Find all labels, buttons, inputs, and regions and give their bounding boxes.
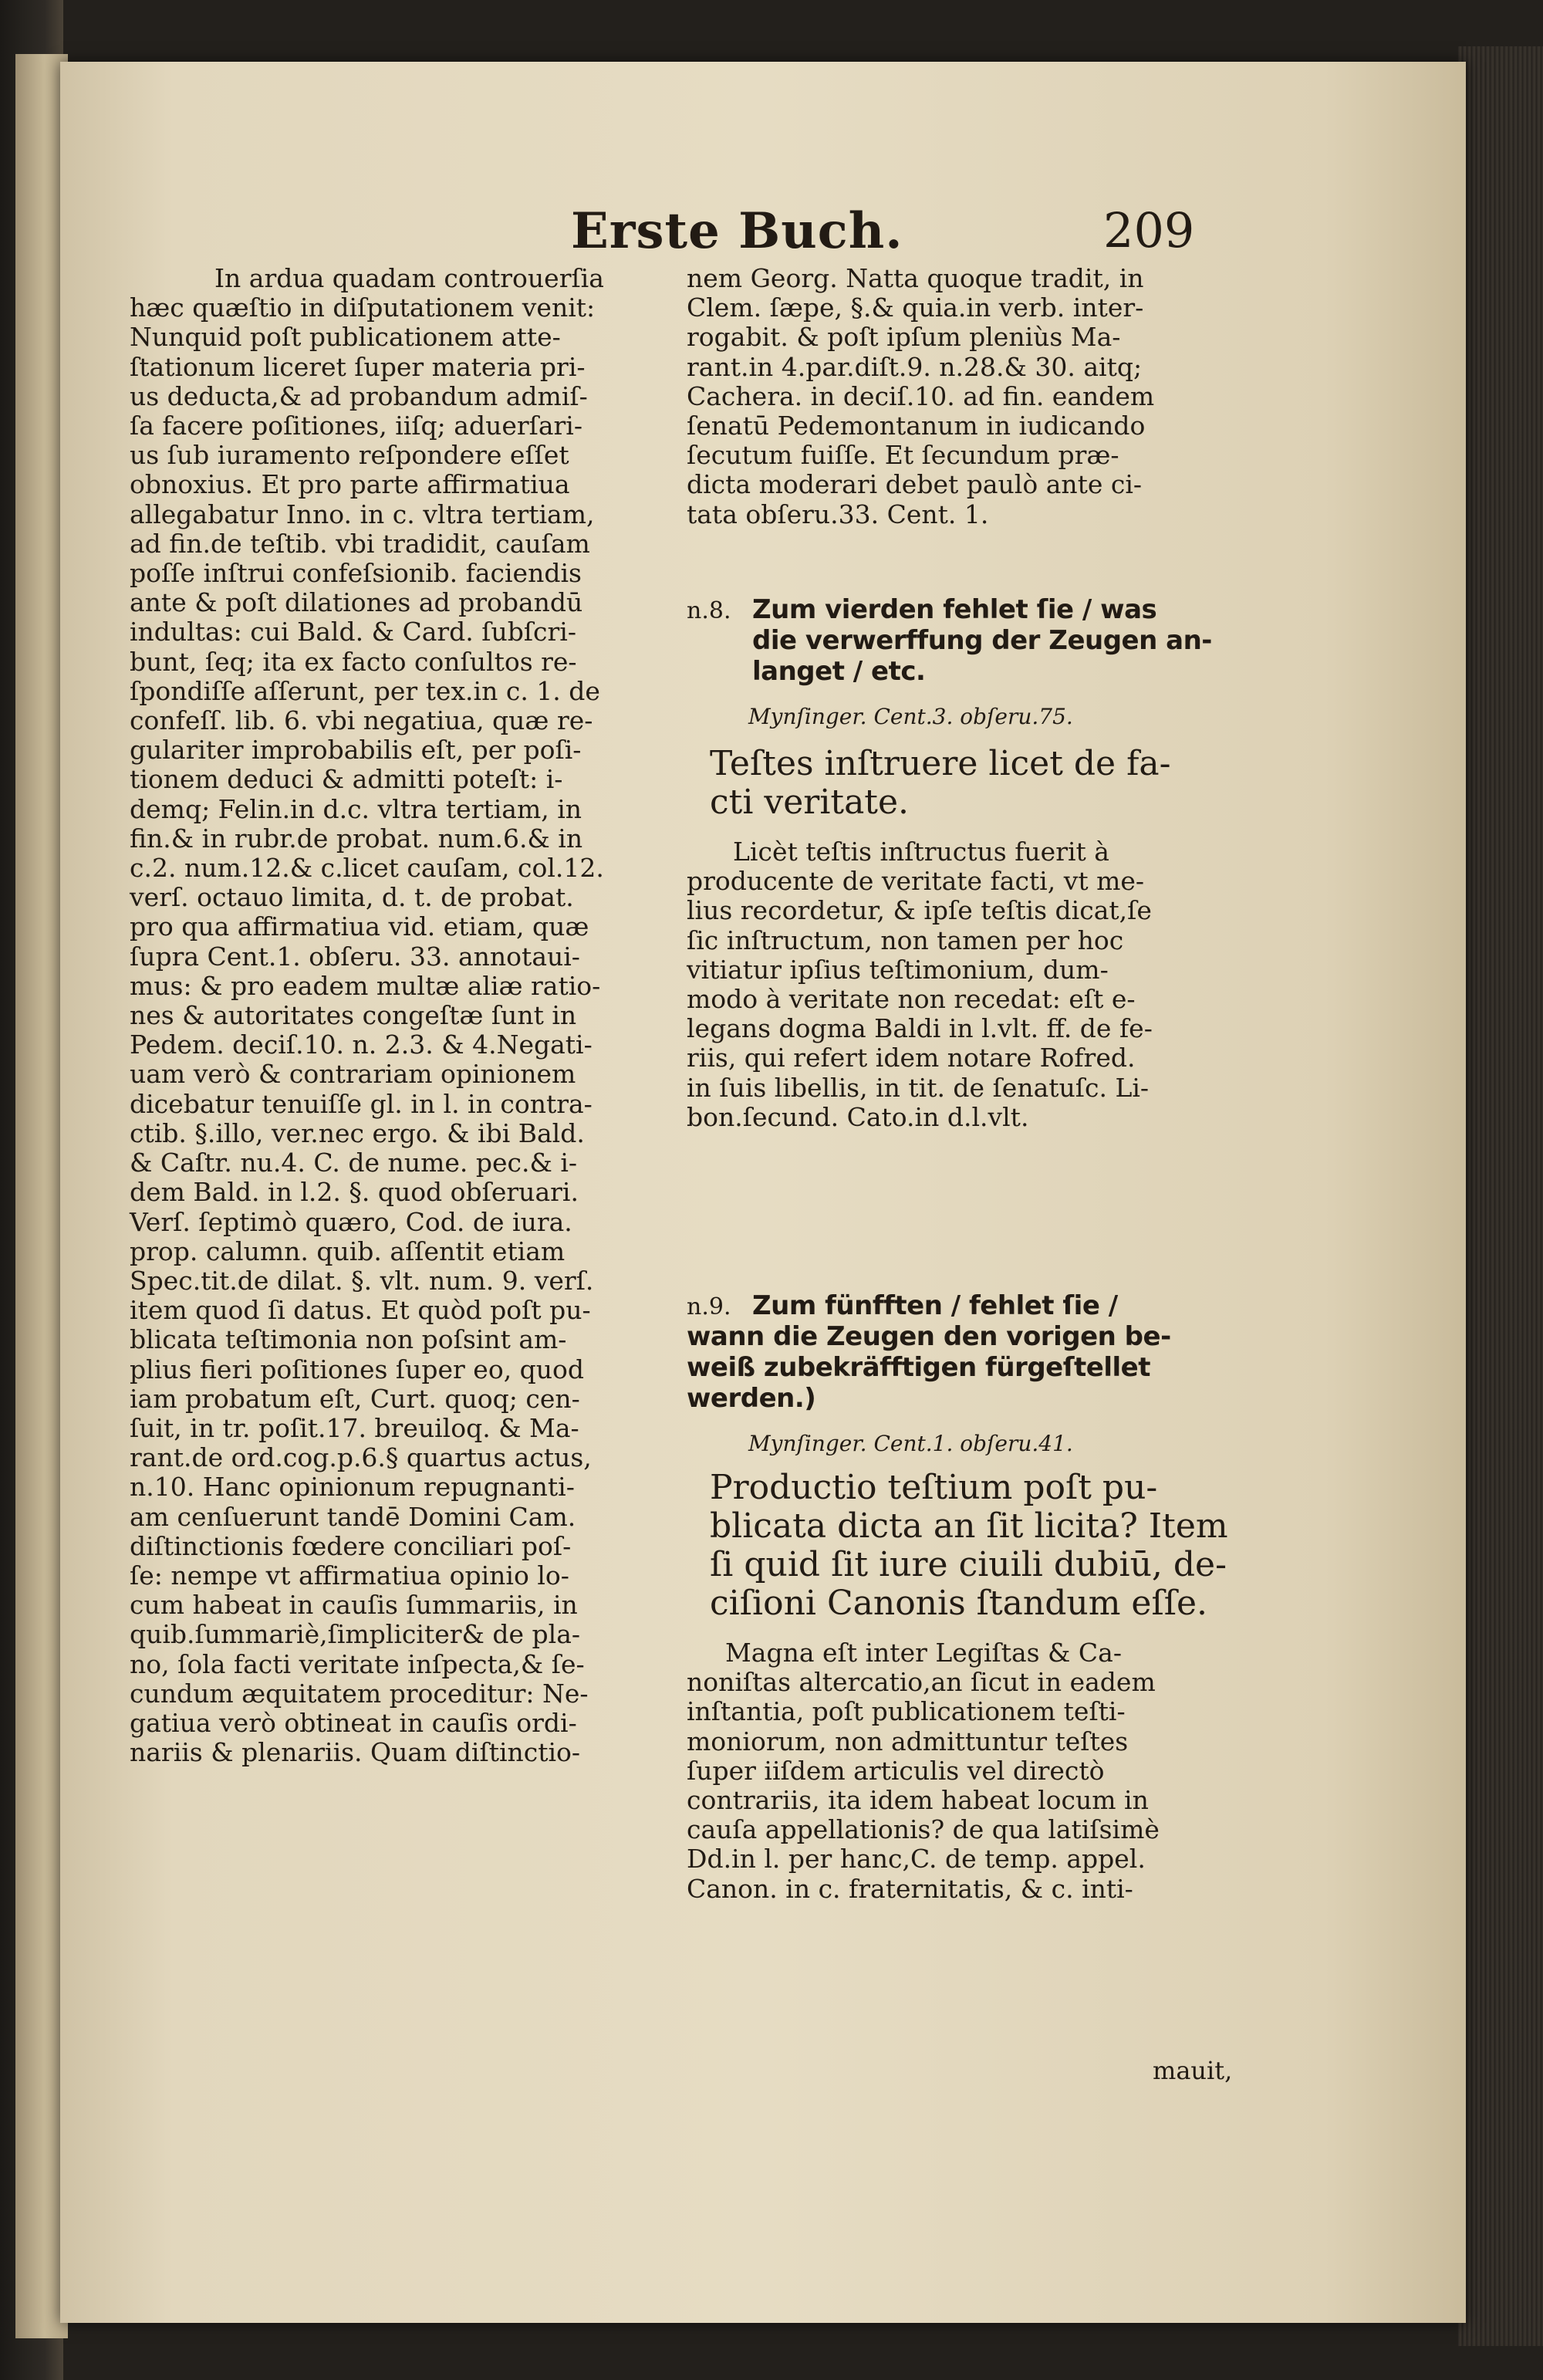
right-intro-text — [671, 264, 1204, 529]
text-line: Canon. in c. fraternitatis, & c. inti- — [687, 1873, 1133, 1904]
text-line: plius fieri poſitiones ſuper eo, quod — [130, 1354, 585, 1384]
text-line: Magna eſt inter Legiſtas & Ca- — [725, 1638, 1122, 1668]
text-line: fin.& in rubr.de probat. num.6.& in — [130, 823, 583, 854]
text-line: vitiatur ipſius teſtimonium, dum- — [687, 954, 1109, 985]
section-9-heading — [687, 1290, 1211, 1414]
text-line: ſic inſtructum, non tamen per hoc — [687, 925, 1124, 955]
text-line: tata obſeru.33. Cent. 1. — [687, 499, 989, 529]
summary-line: blicata dicta an ſit licita? Item — [710, 1506, 1228, 1546]
text-line: Dd.in l. per hanc,C. de temp. appel. — [687, 1844, 1146, 1875]
text-line: modo à veritate non recedat: eſt e- — [687, 984, 1136, 1015]
summary-line: ſi quid ſit iure ciuili dubiū, de- — [710, 1545, 1227, 1584]
text-line: bunt, ſeq; ita ex facto conſultos re- — [130, 646, 577, 677]
section-9 — [687, 1290, 1228, 1904]
section-8 — [687, 594, 1211, 1132]
text-line: ad fin.de teſtib. vbi tradidit, cauſam — [130, 528, 590, 559]
text-line: ſuper iiſdem articulis vel directò — [687, 1755, 1105, 1786]
text-line: ante & poſt dilationes ad probandū — [130, 587, 583, 618]
text-line: Nunquid poſt publicationem atte- — [130, 322, 561, 353]
text-line: ſupra Cent.1. obſeru. 33. annotaui- — [130, 941, 580, 972]
text-line: producente de veritate facti, vt me- — [687, 866, 1145, 897]
section-9-reference: Mynſinger. Cent.1. obſeru.41. — [748, 1431, 1073, 1456]
text-line: Clem. ſæpe, §.& quia.in verb. inter- — [687, 292, 1144, 323]
text-line: us ſub iuramento reſpondere eſſet — [130, 440, 569, 471]
text-line: legans dogma Baldi in l.vlt. ff. de fe- — [687, 1013, 1153, 1044]
text-line: ctib. §.illo, ver.nec ergo. & ibi Bald. — [130, 1117, 585, 1148]
section-8-heading — [752, 594, 1211, 687]
page-header — [0, 202, 1543, 264]
text-line: moniorum, non admittuntur teſtes — [687, 1726, 1129, 1756]
text-line: mus: & pro eadem multæ aliæ ratio- — [130, 970, 601, 1001]
text-line: prop. calumn. quib. aſſentit etiam — [130, 1236, 566, 1266]
text-line: Spec.tit.de dilat. §. vlt. num. 9. verſ. — [130, 1265, 594, 1296]
text-line: riis, qui refert idem notare Rofred. — [687, 1043, 1136, 1073]
text-line: Verſ. ſeptimò quæro, Cod. de iura. — [130, 1206, 572, 1237]
text-line: ſe: nempe vt affirmatiua opinio lo- — [130, 1560, 569, 1591]
text-line: c.2. num.12.& c.licet cauſam, col.12. — [130, 853, 604, 884]
section-8-summary — [710, 745, 1211, 822]
text-line: n.10. Hanc opinionum repugnanti- — [130, 1472, 575, 1503]
section-8-body — [687, 837, 1211, 1132]
text-line: indultas: cui Bald. & Card. ſubſcri- — [130, 617, 577, 647]
summary-line: Teſtes inſtruere licet de fa- — [710, 744, 1171, 783]
text-line: uam verò & contrariam opinionem — [130, 1059, 576, 1090]
heading-line: Zum fünfften / fehlet ſie / — [752, 1290, 1118, 1321]
text-line: nes & autoritates congeſtæ ſunt in — [130, 1000, 577, 1031]
text-line: iam probatum eſt, Curt. quoq; cen- — [130, 1383, 580, 1414]
text-line: gulariter improbabilis eſt, per poſi- — [130, 735, 582, 766]
text-line: confeſſ. lib. 6. vbi negatiua, quæ re- — [130, 705, 593, 736]
text-line: contrariis, ita idem habeat locum in — [687, 1785, 1149, 1816]
text-line: Licèt teſtis inſtructus fuerit à — [733, 837, 1109, 867]
heading-line: die verwerffung der Zeugen an- — [752, 625, 1212, 656]
text-line: & Caſtr. nu.4. C. de nume. pec.& i- — [130, 1148, 578, 1178]
heading-line: wann die Zeugen den vorigen be- — [687, 1321, 1171, 1352]
text-line: cum habeat in cauſis ſummariis, in — [130, 1590, 578, 1621]
text-line: bon.ſecund. Cato.in d.l.vlt. — [687, 1101, 1029, 1132]
right-column — [671, 263, 1228, 1904]
section-9-summary — [710, 1468, 1228, 1623]
text-line: nem Georg. Natta quoque tradit, in — [687, 263, 1144, 293]
text-line: ſenatū Pedemontanum in iudicando — [687, 411, 1146, 441]
text-line: rant.de ord.cog.p.6.§ quartus actus, — [130, 1442, 592, 1473]
text-line: no, ſola facti veritate inſpecta,& ſe- — [130, 1648, 585, 1679]
text-line: cundum æquitatem proceditur: Ne- — [130, 1678, 589, 1709]
text-line: gatiua verò obtineat in cauſis ordi- — [130, 1707, 577, 1738]
text-line: dem Bald. in l.2. §. quod obſeruari. — [130, 1177, 579, 1208]
text-line: obnoxius. Et pro parte affirmatiua — [130, 469, 570, 500]
text-line: poſſe inſtrui confeſsionib. faciendis — [130, 558, 582, 589]
heading-line: werden.) — [687, 1383, 816, 1414]
text-line: In ardua quadam controuerſia — [214, 263, 604, 293]
text-line: demq; Felin.in d.c. vltra tertiam, in — [130, 793, 582, 824]
summary-line: cti veritate. — [710, 783, 910, 822]
text-line: quib.ſummariè,ſimpliciter& de pla- — [130, 1619, 581, 1650]
catchword: mauit, — [1153, 2056, 1233, 2085]
text-line: dicebatur tenuiſſe gl. in l. in contra- — [130, 1088, 593, 1119]
text-line: cauſa appellationis? de qua latiſsimè — [687, 1814, 1160, 1845]
text-line: inſtantia, poſt publicationem teſti- — [687, 1696, 1126, 1727]
section-8-reference: Mynſinger. Cent.3. obſeru.75. — [748, 704, 1073, 729]
text-line: hæc quæſtio in diſputationem venit: — [130, 292, 596, 323]
text-line: ſpondiſſe aſſerunt, per tex.in c. 1. de — [130, 675, 600, 706]
text-line: rant.in 4.par.diſt.9. n.28.& 30. aitq; — [687, 351, 1143, 382]
summary-line: ciſioni Canonis ſtandum eſſe. — [710, 1584, 1208, 1623]
text-line: pro qua affirmatiua vid. etiam, quæ — [130, 911, 589, 942]
text-line: noniſtas altercatio,an ſicut in eadem — [687, 1667, 1156, 1698]
text-line: Pedem. deciſ.10. n. 2.3. & 4.Negati- — [130, 1029, 593, 1060]
heading-line: Zum vierden fehlet ſie / was — [752, 594, 1157, 625]
summary-line: Productio teſtium poſt pu- — [710, 1468, 1158, 1507]
text-line: dicta moderari debet paulò ante ci- — [687, 469, 1143, 500]
text-line: am cenſuerunt tandē Domini Cam. — [130, 1501, 576, 1532]
text-line: us deducta,& ad probandum admiſ- — [130, 380, 588, 411]
text-line: ſuit, in tr. poſit.17. breuiloq. & Ma- — [130, 1412, 579, 1443]
section-9-number: n.9. — [687, 1293, 731, 1320]
left-column — [130, 264, 662, 1767]
text-line: allegabatur Inno. in c. vltra tertiam, — [130, 499, 595, 529]
text-line: lius recordetur, & ipſe teſtis dicat,ſe — [687, 895, 1152, 926]
text-line: ſa facere poſitiones, iiſq; aduerſari- — [130, 411, 582, 441]
text-line: tionem deduci & admitti poteſt: i- — [130, 764, 563, 795]
text-line: blicata teſtimonia non poſsint am- — [130, 1324, 567, 1355]
page-number: 209 — [1103, 202, 1195, 259]
text-line: ſtationum liceret ſuper materia pri- — [130, 351, 586, 382]
text-line: rogabit. & poſt ipſum pleniùs Ma- — [687, 322, 1121, 353]
section-9-body — [687, 1638, 1211, 1904]
running-title: Erste Buch. — [571, 202, 903, 260]
heading-line: langet / etc. — [752, 656, 926, 687]
section-8-number: n.8. — [687, 597, 731, 624]
text-line: item quod ſi datus. Et quòd poſt pu- — [130, 1295, 591, 1326]
text-line: in ſuis libellis, in tit. de ſenatuſc. Li- — [687, 1072, 1150, 1103]
text-line: nariis & plenariis. Quam diſtinctio- — [130, 1737, 581, 1768]
heading-line: weiß zubekräfftigen fürgeſtellet — [687, 1352, 1150, 1383]
text-line: ſecutum fuiſſe. Et ſecundum præ- — [687, 440, 1119, 471]
fore-edge — [1458, 46, 1543, 2346]
text-line: diſtinctionis fœdere conciliari poſ- — [130, 1530, 572, 1561]
text-line: Cachera. in deciſ.10. ad fin. eandem — [687, 380, 1155, 411]
text-line: verſ. octauo limita, d. t. de probat. — [130, 882, 574, 913]
